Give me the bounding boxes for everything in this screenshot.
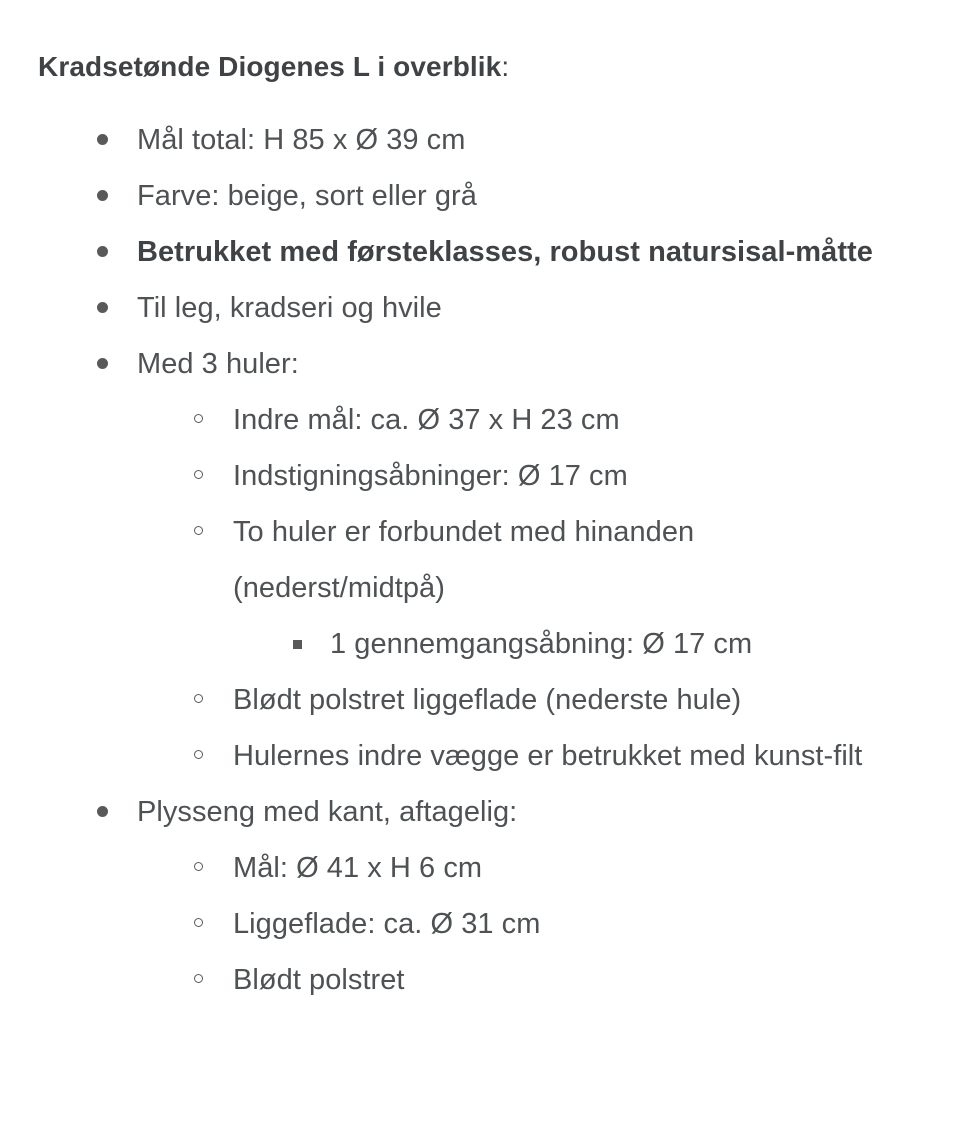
list-item <box>0 112 960 168</box>
circle-bullet-icon <box>194 414 203 423</box>
circle-bullet-icon <box>194 750 203 759</box>
spec-list-level-1 <box>0 112 960 1008</box>
disc-bullet-icon <box>97 134 108 145</box>
list-item-label: Liggeflade: ca. Ø 31 cm <box>233 908 541 940</box>
circle-bullet-icon <box>194 918 203 927</box>
list-item-label: Plysseng med kant, aftagelig: <box>137 796 518 828</box>
spec-list-level-2 <box>137 840 930 1008</box>
disc-bullet-icon <box>97 246 108 257</box>
list-item-label: Til leg, kradseri og hvile <box>137 292 442 324</box>
list-item-label: Hulernes indre vægge er betrukket med kunst-filt <box>233 740 863 772</box>
list-item-label: To huler er forbundet med hinanden (nederst/midtpå) <box>233 516 695 604</box>
list-item <box>0 168 960 224</box>
spec-outline <box>0 112 960 1008</box>
list-item-label: 1 gennemgangsåbning: Ø 17 cm <box>330 628 753 660</box>
page-title <box>38 45 509 89</box>
list-item <box>137 896 930 952</box>
list-item-label: Farve: beige, sort eller grå <box>137 180 477 212</box>
circle-bullet-icon <box>194 694 203 703</box>
list-item-label: Indstigningsåbninger: Ø 17 cm <box>233 460 628 492</box>
list-item <box>137 448 930 504</box>
list-item <box>137 840 930 896</box>
list-item <box>137 672 930 728</box>
circle-bullet-icon <box>194 470 203 479</box>
list-item-label: Mål total: H 85 x Ø 39 cm <box>137 124 466 156</box>
list-item-label: Blødt polstret <box>233 964 405 996</box>
list-item <box>0 280 960 336</box>
square-bullet-icon <box>293 640 302 649</box>
spec-list-level-3 <box>233 616 900 672</box>
list-item <box>137 728 930 784</box>
list-item-label: Betrukket med førsteklasses, robust natursisal-måtte <box>137 236 873 268</box>
list-item-label: Blødt polstret liggeflade (nederste hule) <box>233 684 742 716</box>
disc-bullet-icon <box>97 190 108 201</box>
disc-bullet-icon <box>97 302 108 313</box>
list-item-label: Med 3 huler: <box>137 348 299 380</box>
list-item-label: Mål: Ø 41 x H 6 cm <box>233 852 483 884</box>
list-item <box>137 392 930 448</box>
list-item <box>233 616 900 672</box>
disc-bullet-icon <box>97 806 108 817</box>
circle-bullet-icon <box>194 526 203 535</box>
page-title-colon: : <box>501 50 510 82</box>
list-item <box>137 952 930 1008</box>
list-item <box>0 336 960 784</box>
list-item <box>0 784 960 1008</box>
list-item-label: Indre mål: ca. Ø 37 x H 23 cm <box>233 404 620 436</box>
list-item <box>137 504 930 672</box>
page-title-text: Kradsetønde Diogenes L i overblik <box>38 50 502 82</box>
list-item <box>0 224 960 280</box>
circle-bullet-icon <box>194 862 203 871</box>
disc-bullet-icon <box>97 358 108 369</box>
spec-list-level-2 <box>137 392 930 784</box>
circle-bullet-icon <box>194 974 203 983</box>
